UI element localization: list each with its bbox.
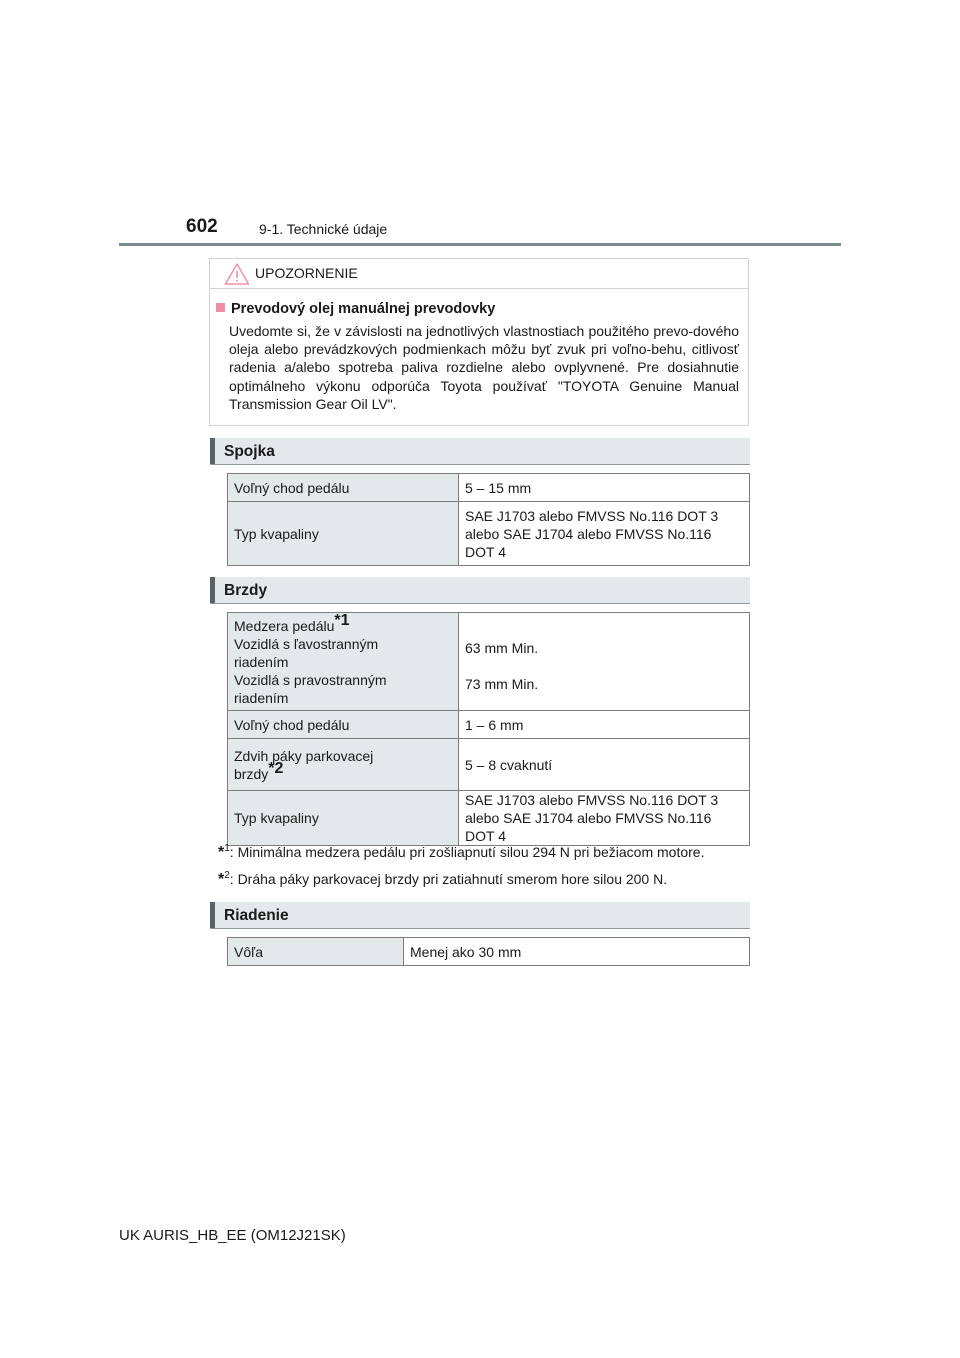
value-line: 63 mm Min. (465, 639, 539, 656)
footnote-number: 1 (224, 843, 230, 854)
table-label (228, 613, 459, 711)
caution-title: UPOZORNENIE (255, 265, 358, 281)
chapter-title: 9-1. Technické údaje (259, 221, 388, 237)
warning-triangle-icon (224, 262, 250, 286)
section-marker (210, 438, 215, 464)
value-line: DOT 4 (465, 543, 506, 560)
label-line (234, 611, 452, 635)
caution-subtitle-text: Prevodový olej manuálnej prevodovky (231, 301, 496, 317)
clutch-table (227, 473, 750, 566)
table-row (228, 739, 750, 791)
caution-header (210, 259, 748, 289)
table-value: 5 – 8 cvaknutí (459, 739, 750, 791)
table-label: Vôľa (228, 938, 404, 966)
table-label: Typ kvapaliny (228, 791, 459, 846)
caution-body: Uvedomte si, že v závislosti na jednotlivých vlastnostiach použitého prevo-dového oleja alebo prevádzkových podmienkach môžu byť zvuk pri voľno-behu, citlivosť radenia a/alebo spotreba paliva rozdielne alebo ovplyvnené. Pre dosiahnutie optimálneho výkonu odporúča Toyota používať "TOYOTA Genuine Manual Transmission Gear Oil LV". (229, 323, 739, 412)
footnote-mark: * (218, 844, 225, 861)
footnote-mark: * (218, 871, 225, 888)
label-line: Vozidlá s pravostranným (234, 671, 387, 688)
section-header-steering (210, 902, 750, 929)
footnote-text: : Dráha páky parkovacej brzdy pri zatiahnutí smerom hore silou 200 N. (229, 871, 668, 887)
table-value (459, 791, 750, 846)
section-marker (210, 902, 215, 928)
value-line: alebo SAE J1704 alebo FMVSS No.116 (465, 525, 712, 542)
label-line (234, 759, 452, 783)
value-line: 73 mm Min. (465, 675, 539, 692)
table-label: Voľný chod pedálu (228, 474, 459, 502)
table-value: Menej ako 30 mm (404, 938, 750, 966)
table-row (228, 502, 750, 566)
table-label (228, 739, 459, 791)
brakes-table (227, 612, 750, 846)
label-text: Medzera pedálu (234, 617, 335, 634)
table-label: Typ kvapaliny (228, 502, 459, 566)
footer-model-code: UK AURIS_HB_EE (OM12J21SK) (119, 1227, 346, 1244)
label-line: riadením (234, 653, 289, 670)
footnote-text: : Minimálna medzera pedálu pri zošliapnutí silou 294 N pri bežiacom motore. (229, 844, 705, 860)
table-row (228, 474, 750, 502)
table-row (228, 613, 750, 711)
table-row (228, 791, 750, 846)
section-header-brakes (210, 577, 750, 604)
page-number: 602 (186, 216, 218, 237)
footnote-ref: *2 (268, 759, 284, 777)
bullet-square-icon (216, 303, 225, 312)
section-marker (210, 577, 215, 603)
table-label: Voľný chod pedálu (228, 711, 459, 739)
section-title: Spojka (224, 443, 275, 460)
footnote-number: 2 (224, 870, 230, 881)
section-title: Brzdy (224, 582, 268, 599)
table-row (228, 938, 750, 966)
label-line: Zdvih páky parkovacej (234, 747, 374, 764)
value-line: alebo SAE J1704 alebo FMVSS No.116 DOT 4 (465, 810, 712, 844)
value-line: SAE J1703 alebo FMVSS No.116 DOT 3 (465, 507, 719, 524)
label-line: Vozidlá s ľavostranným (234, 635, 379, 652)
header-rule (119, 243, 841, 246)
table-value (459, 613, 750, 711)
caution-subtitle (216, 301, 495, 317)
footnote-1 (218, 844, 704, 862)
footnote-ref: *1 (334, 611, 350, 629)
section-header-clutch (210, 438, 750, 465)
caution-box (209, 258, 749, 426)
table-value: 1 – 6 mm (459, 711, 750, 739)
label-text: brzdy (234, 765, 269, 782)
value-line: SAE J1703 alebo FMVSS No.116 DOT 3 (465, 792, 719, 808)
label-line: riadením (234, 689, 289, 706)
table-value: 5 – 15 mm (459, 474, 750, 502)
section-title: Riadenie (224, 907, 289, 924)
steering-table (227, 937, 750, 966)
table-value (459, 502, 750, 566)
footnote-2 (218, 871, 667, 889)
table-row (228, 711, 750, 739)
